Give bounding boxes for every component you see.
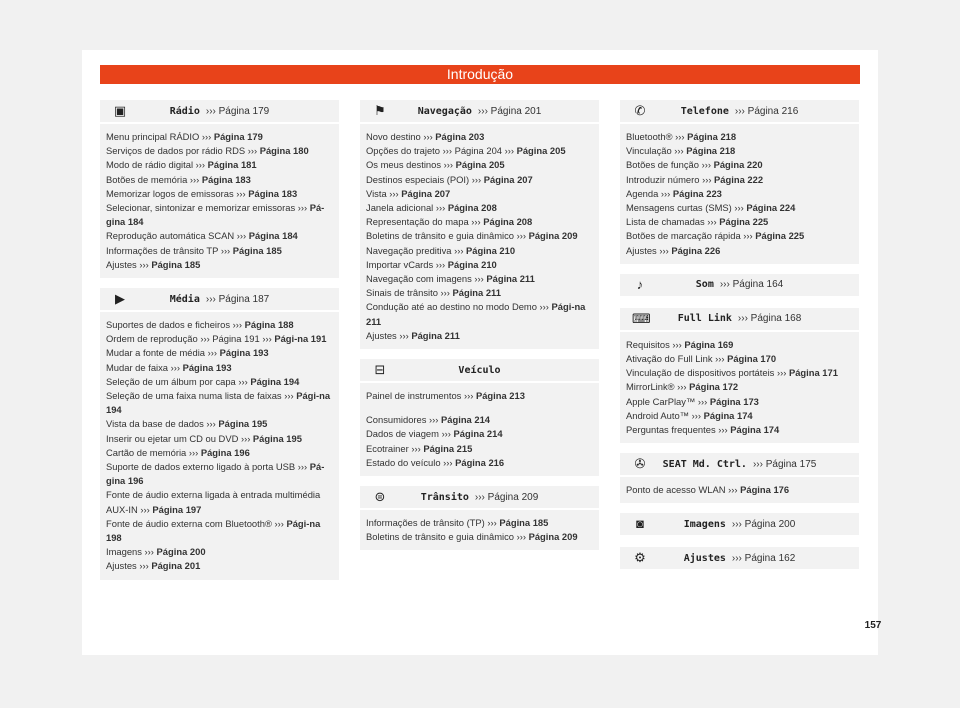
sound-icon: ♪ bbox=[636, 276, 644, 292]
entry-page-link[interactable]: Página 200 bbox=[156, 546, 206, 558]
entry-text: Seleção de uma faixa numa lista de faixas ››› bbox=[106, 390, 297, 402]
section-page-ref[interactable]: ››› Página 187 bbox=[205, 293, 270, 305]
entry-text: MirrorLink® ››› bbox=[626, 381, 690, 393]
entry-text: Android Auto™ ››› bbox=[626, 409, 704, 421]
toc-entry[interactable] bbox=[106, 201, 333, 229]
toc-entry[interactable] bbox=[106, 517, 333, 545]
entry-page-link[interactable]: Página 183 bbox=[248, 187, 298, 199]
entry-page-link[interactable]: Página 201 bbox=[151, 560, 201, 572]
toc-entry[interactable] bbox=[366, 173, 593, 187]
toc-entry[interactable] bbox=[366, 187, 593, 201]
entry-page-link[interactable]: Página 207 bbox=[483, 173, 533, 185]
toc-entry[interactable] bbox=[626, 409, 853, 423]
entry-page-link[interactable]: Página 214 bbox=[441, 414, 491, 426]
section-header[interactable] bbox=[620, 274, 859, 298]
entry-page-link[interactable]: Página 226 bbox=[671, 244, 721, 256]
toc-entry[interactable] bbox=[626, 395, 853, 409]
entry-text: Vista ››› bbox=[366, 187, 402, 199]
toc-entry[interactable] bbox=[626, 158, 853, 172]
section-title: Trânsito bbox=[420, 491, 469, 503]
toc-entry[interactable] bbox=[626, 244, 853, 258]
toc-entry[interactable] bbox=[106, 318, 333, 332]
entry-page-link[interactable]: Página 211 bbox=[486, 273, 535, 285]
section-page-ref[interactable]: ››› Página 162 bbox=[731, 552, 796, 564]
entry-text: Sinais de trânsito ››› bbox=[366, 287, 453, 299]
toc-entry[interactable] bbox=[366, 229, 593, 243]
entry-text: Estado do veículo ››› bbox=[366, 456, 456, 468]
entry-page-link[interactable]: Página 172 bbox=[689, 381, 739, 393]
toc-entry[interactable] bbox=[106, 244, 333, 258]
entry-page-link[interactable]: Página 208 bbox=[447, 202, 497, 214]
entry-text: Inserir ou ejetar um CD ou DVD ››› bbox=[106, 432, 253, 444]
entry-page-link[interactable]: Página 213 bbox=[475, 390, 525, 402]
entry-text: Fonte de áudio externa com Bluetooth® ››› bbox=[106, 517, 287, 529]
phone-icon: ✆ bbox=[634, 103, 646, 118]
entry-text: Botões de função ››› bbox=[626, 159, 714, 171]
entry-text: Navegação preditiva ››› bbox=[366, 244, 467, 256]
section-title: Navegação bbox=[417, 105, 472, 117]
entry-text: Navegação com imagens ››› bbox=[366, 273, 487, 285]
entry-page-link[interactable]: Página 214 bbox=[453, 428, 503, 440]
section-title: Ajustes bbox=[683, 552, 726, 564]
section-page-ref[interactable]: ››› Página 216 bbox=[734, 105, 799, 117]
section-card bbox=[100, 100, 339, 278]
entry-page-link[interactable]: Página 185 bbox=[499, 517, 549, 529]
toc-entry[interactable] bbox=[366, 427, 593, 441]
entry-text: Memorizar logos de emissoras ››› bbox=[106, 187, 249, 199]
entry-page-link[interactable]: Página 220 bbox=[713, 159, 763, 171]
entry-page-link[interactable]: Página 185 bbox=[232, 244, 282, 256]
section-card bbox=[620, 308, 859, 443]
entry-page-link[interactable]: Página 195 bbox=[252, 432, 302, 444]
entry-text: Condução até ao destino no modo Demo ››› bbox=[366, 301, 552, 313]
toc-entry[interactable] bbox=[626, 352, 853, 366]
entry-text: Suporte de dados externo ligado à porta USB ››› bbox=[106, 461, 310, 473]
entry-text: Vista da base de dados ››› bbox=[106, 418, 219, 430]
entry-text: Ordem de reprodução ››› Página 191 ››› bbox=[106, 333, 275, 345]
toc-entry[interactable] bbox=[366, 300, 593, 328]
toc-entry[interactable] bbox=[366, 272, 593, 286]
section-header[interactable] bbox=[620, 308, 859, 332]
section-page-ref[interactable]: ››› Página 201 bbox=[477, 105, 542, 117]
toc-entry[interactable] bbox=[106, 417, 333, 431]
toc-entry[interactable] bbox=[366, 442, 593, 456]
entry-text: Dados de viagem ››› bbox=[366, 428, 454, 440]
entry-page-link[interactable]: Página 218 bbox=[686, 145, 736, 157]
entry-text: Mensagens curtas (SMS) ››› bbox=[626, 202, 747, 214]
toc-entry[interactable] bbox=[626, 380, 853, 394]
entry-page-link[interactable]: Pá-gina 196 bbox=[106, 461, 325, 487]
entry-text: Boletins de trânsito e guia dinâmico ››› bbox=[366, 531, 529, 543]
wrench-icon: ✇ bbox=[634, 456, 646, 472]
entry-text: Boletins de trânsito e guia dinâmico ››› bbox=[366, 230, 529, 242]
toc-entry[interactable] bbox=[366, 530, 593, 544]
entry-page-link[interactable]: Página 196 bbox=[200, 446, 250, 458]
section-header[interactable] bbox=[100, 100, 339, 124]
toc-entry[interactable] bbox=[366, 329, 593, 343]
column-3 bbox=[620, 100, 859, 581]
entry-page-link[interactable]: Página 224 bbox=[746, 202, 796, 214]
toc-entry[interactable] bbox=[366, 456, 593, 470]
section-header[interactable] bbox=[360, 359, 599, 383]
section-header[interactable] bbox=[620, 453, 859, 477]
car-icon: ⊟ bbox=[374, 362, 386, 378]
entry-page-link[interactable]: Página 222 bbox=[714, 173, 764, 185]
entry-text: Seleção de um álbum por capa ››› bbox=[106, 375, 251, 387]
entry-page-link[interactable]: Pá-gina 184 bbox=[106, 202, 325, 228]
toc-entry[interactable] bbox=[366, 286, 593, 300]
entry-text: Novo destino ››› bbox=[366, 131, 436, 142]
section-header[interactable] bbox=[360, 486, 599, 510]
toc-entry[interactable] bbox=[106, 229, 333, 243]
toc-entry[interactable] bbox=[106, 432, 333, 446]
entry-text: Suportes de dados e ficheiros ››› bbox=[106, 319, 245, 331]
gears-icon: ⚙ bbox=[634, 550, 646, 566]
entry-text: Apple CarPlay™ ››› bbox=[626, 395, 710, 407]
toc-entry[interactable] bbox=[106, 332, 333, 346]
section-card bbox=[360, 100, 599, 349]
section-header[interactable] bbox=[620, 100, 859, 124]
section-title: Veículo bbox=[458, 364, 501, 376]
entry-page-link[interactable]: Página 209 bbox=[528, 531, 578, 543]
entry-page-link[interactable]: Página 193 bbox=[182, 361, 232, 373]
entry-text: Lista de chamadas ››› bbox=[626, 216, 720, 228]
toc-entry[interactable] bbox=[626, 366, 853, 380]
section-card bbox=[620, 513, 859, 537]
toc-entry[interactable] bbox=[106, 158, 333, 172]
entry-text: Ativação do Full Link ››› bbox=[626, 353, 728, 365]
entry-page-link[interactable]: Página 225 bbox=[755, 230, 805, 242]
toc-entry[interactable] bbox=[106, 446, 333, 460]
entry-page-link[interactable]: Página 179 bbox=[213, 131, 263, 142]
toc-entry[interactable] bbox=[626, 173, 853, 187]
section-entries bbox=[360, 124, 599, 349]
section-title: Telefone bbox=[680, 105, 729, 117]
toc-entry[interactable] bbox=[366, 144, 593, 158]
section-card bbox=[360, 359, 599, 476]
section-header[interactable] bbox=[100, 288, 339, 312]
entry-page-link[interactable]: Página 194 bbox=[250, 375, 300, 387]
section-title: Full Link bbox=[677, 313, 732, 325]
entry-page-link[interactable]: Página 215 bbox=[423, 442, 473, 454]
toc-entry[interactable] bbox=[106, 130, 333, 144]
entry-text: Vinculação ››› bbox=[626, 145, 687, 157]
entry-page-link[interactable]: Página 223 bbox=[672, 187, 722, 199]
toc-entry[interactable] bbox=[106, 173, 333, 187]
entry-text: Ajustes ››› bbox=[626, 244, 672, 256]
entry-text: Botões de marcação rápida ››› bbox=[626, 230, 756, 242]
entry-page-link[interactable]: Página 210 bbox=[466, 244, 516, 256]
camera-icon: ◙ bbox=[636, 516, 644, 532]
entry-page-link[interactable]: Página 216 bbox=[455, 456, 505, 468]
section-entries bbox=[100, 124, 339, 278]
entry-text: Ecotrainer ››› bbox=[366, 442, 424, 454]
entry-page-link[interactable]: Pági-na 191 bbox=[274, 333, 327, 345]
entry-text: Fonte de áudio externa ligada à entrada multimédia AUX-IN ››› bbox=[106, 489, 321, 515]
toc-entry[interactable] bbox=[626, 215, 853, 229]
entry-page-link[interactable]: Página 185 bbox=[151, 258, 201, 270]
section-header[interactable] bbox=[620, 547, 859, 571]
entry-page-link[interactable]: Página 211 bbox=[411, 329, 460, 341]
entry-text: Imagens ››› bbox=[106, 546, 157, 558]
entry-text: Ajustes ››› bbox=[366, 329, 412, 341]
toc-entry[interactable] bbox=[106, 389, 333, 417]
toc-entry[interactable] bbox=[106, 361, 333, 375]
toc-entry[interactable] bbox=[366, 130, 593, 144]
entry-page-link[interactable]: Página 188 bbox=[244, 319, 294, 331]
section-card bbox=[620, 547, 859, 571]
section-header[interactable] bbox=[360, 100, 599, 124]
page-number: 157 bbox=[864, 620, 882, 631]
section-entries bbox=[620, 477, 859, 503]
radio-icon: ▣ bbox=[113, 103, 127, 118]
entry-text: Vinculação de dispositivos portáteis ››› bbox=[626, 367, 789, 379]
entry-page-link[interactable]: Pági-na 194 bbox=[106, 390, 331, 416]
section-entries bbox=[360, 510, 599, 550]
toc-entry[interactable] bbox=[106, 144, 333, 158]
entry-page-link[interactable]: Página 197 bbox=[152, 503, 202, 515]
section-title: Imagens bbox=[683, 518, 726, 530]
flag-icon: ⚑ bbox=[374, 103, 386, 118]
toc-entry[interactable] bbox=[626, 144, 853, 158]
entry-text: Informações de trânsito (TP) ››› bbox=[366, 517, 500, 529]
entry-page-link[interactable]: Página 174 bbox=[730, 424, 780, 436]
toc-entry[interactable] bbox=[106, 258, 333, 272]
entry-page-link[interactable]: Página 171 bbox=[788, 367, 838, 379]
entry-text: Menu principal RÁDIO ››› bbox=[106, 131, 214, 142]
entry-text: Importar vCards ››› bbox=[366, 258, 448, 270]
entry-page-link[interactable]: Pági-na 198 bbox=[106, 517, 321, 544]
toc-entry[interactable] bbox=[366, 516, 593, 530]
section-card bbox=[360, 486, 599, 550]
entry-text: Serviços de dados por rádio RDS ››› bbox=[106, 145, 260, 157]
toc-entry[interactable] bbox=[366, 413, 593, 427]
entry-page-link[interactable]: Página 208 bbox=[483, 216, 533, 228]
section-page-ref[interactable]: ››› Página 168 bbox=[737, 313, 802, 325]
entry-text: Ajustes ››› bbox=[106, 258, 152, 270]
toc-entry[interactable] bbox=[366, 215, 593, 229]
section-entries bbox=[100, 312, 339, 580]
entry-text: Janela adicional ››› bbox=[366, 202, 448, 214]
toc-entry[interactable] bbox=[106, 488, 333, 516]
entry-text: Ponto de acesso WLAN ››› bbox=[626, 484, 741, 496]
play-icon: ▶ bbox=[115, 291, 125, 307]
toc-entry[interactable] bbox=[626, 423, 853, 437]
section-title: Rádio bbox=[169, 105, 200, 117]
entry-page-link[interactable]: Página 225 bbox=[719, 216, 769, 228]
entry-text: Botões de memória ››› bbox=[106, 173, 202, 185]
entry-page-link[interactable]: Página 195 bbox=[218, 418, 268, 430]
entry-text: Opções do trajeto ››› Página 204 ››› bbox=[366, 145, 517, 157]
entry-text: Reprodução automática SCAN ››› bbox=[106, 230, 249, 242]
toc-entry[interactable] bbox=[106, 187, 333, 201]
section-page-ref[interactable]: ››› Página 175 bbox=[752, 458, 817, 470]
toc-entry[interactable] bbox=[106, 375, 333, 389]
entry-page-link[interactable]: Página 193 bbox=[219, 347, 269, 359]
toc-entry[interactable] bbox=[106, 460, 333, 488]
entry-page-link[interactable]: Pági-na 211 bbox=[366, 301, 586, 327]
column-2 bbox=[360, 100, 599, 560]
toc-entry[interactable] bbox=[106, 545, 333, 559]
entry-text: Selecionar, sintonizar e memorizar emissoras ››› bbox=[106, 202, 310, 214]
entry-text: Os meus destinos ››› bbox=[366, 159, 456, 171]
entry-text: Cartão de memória ››› bbox=[106, 446, 201, 458]
toc-entry[interactable] bbox=[366, 158, 593, 172]
toc-entry[interactable] bbox=[106, 346, 333, 360]
entry-page-link[interactable]: Página 169 bbox=[684, 338, 734, 350]
section-page-ref[interactable]: ››› Página 164 bbox=[719, 279, 784, 291]
entry-text: Informações de trânsito TP ››› bbox=[106, 244, 233, 256]
entry-text: Mudar a fonte de média ››› bbox=[106, 347, 220, 359]
entry-text: Perguntas frequentes ››› bbox=[626, 424, 731, 436]
traffic-icon: ⊜ bbox=[374, 489, 386, 505]
section-entries bbox=[620, 332, 859, 443]
section-header[interactable] bbox=[620, 513, 859, 537]
entry-text: Representação do mapa ››› bbox=[366, 216, 484, 228]
page-header: Introdução bbox=[100, 65, 860, 84]
column-1 bbox=[100, 100, 339, 590]
section-entries bbox=[360, 383, 599, 476]
section-title: Som bbox=[695, 279, 714, 291]
full-link-icon: ⌨ bbox=[632, 310, 651, 326]
entry-page-link[interactable]: Página 183 bbox=[201, 173, 251, 185]
entry-page-link[interactable]: Página 205 bbox=[516, 145, 566, 157]
toc-entry[interactable] bbox=[366, 201, 593, 215]
entry-text: Agenda ››› bbox=[626, 187, 673, 199]
toc-entry[interactable] bbox=[366, 244, 593, 258]
entry-page-link[interactable]: Página 211 bbox=[452, 287, 501, 299]
entry-page-link[interactable]: Página 209 bbox=[528, 230, 578, 242]
entry-text: Destinos especiais (POI) ››› bbox=[366, 173, 484, 185]
entry-text: Introduzir número ››› bbox=[626, 173, 715, 185]
section-title: SEAT Md. Ctrl. bbox=[662, 458, 747, 470]
section-card bbox=[620, 100, 859, 264]
entry-page-link[interactable]: Página 173 bbox=[709, 395, 759, 407]
section-card bbox=[620, 453, 859, 503]
section-card bbox=[100, 288, 339, 580]
entry-spacer bbox=[366, 403, 593, 413]
toc-entry[interactable] bbox=[626, 201, 853, 215]
toc-entry[interactable] bbox=[626, 187, 853, 201]
section-title: Média bbox=[169, 293, 200, 305]
entry-page-link[interactable]: Página 170 bbox=[727, 353, 777, 365]
entry-page-link[interactable]: Página 184 bbox=[248, 230, 298, 242]
section-page-ref[interactable]: ››› Página 209 bbox=[474, 491, 539, 503]
entry-text: Mudar de faixa ››› bbox=[106, 361, 183, 373]
entry-text: Ajustes ››› bbox=[106, 560, 152, 572]
section-page-ref[interactable]: ››› Página 179 bbox=[205, 105, 270, 117]
section-page-ref[interactable]: ››› Página 200 bbox=[731, 518, 796, 530]
entry-page-link[interactable]: Página 210 bbox=[447, 258, 497, 270]
entry-text: Consumidores ››› bbox=[366, 414, 442, 426]
section-card bbox=[620, 274, 859, 298]
entry-page-link[interactable]: Página 203 bbox=[435, 131, 485, 142]
toc-entry[interactable] bbox=[106, 559, 333, 573]
entry-text: Bluetooth® ››› bbox=[626, 131, 688, 142]
entry-text: Requisitos ››› bbox=[626, 338, 685, 350]
entry-page-link[interactable]: Página 207 bbox=[401, 187, 451, 199]
entry-page-link[interactable]: Página 205 bbox=[455, 159, 505, 171]
toc-entry[interactable] bbox=[366, 258, 593, 272]
toc-entry[interactable] bbox=[626, 338, 853, 352]
toc-entry[interactable] bbox=[366, 389, 593, 403]
entry-page-link[interactable]: Página 218 bbox=[687, 131, 737, 142]
entry-page-link[interactable]: Página 181 bbox=[207, 159, 257, 171]
section-entries bbox=[620, 124, 859, 264]
entry-page-link[interactable]: Página 176 bbox=[740, 484, 790, 496]
entry-text: Painel de instrumentos ››› bbox=[366, 390, 476, 402]
toc-entry[interactable] bbox=[626, 130, 853, 144]
entry-text: Modo de rádio digital ››› bbox=[106, 159, 208, 171]
toc-entry[interactable] bbox=[626, 229, 853, 243]
toc-entry[interactable] bbox=[626, 483, 853, 497]
entry-page-link[interactable]: Página 180 bbox=[259, 145, 309, 157]
entry-page-link[interactable]: Página 174 bbox=[703, 409, 753, 421]
